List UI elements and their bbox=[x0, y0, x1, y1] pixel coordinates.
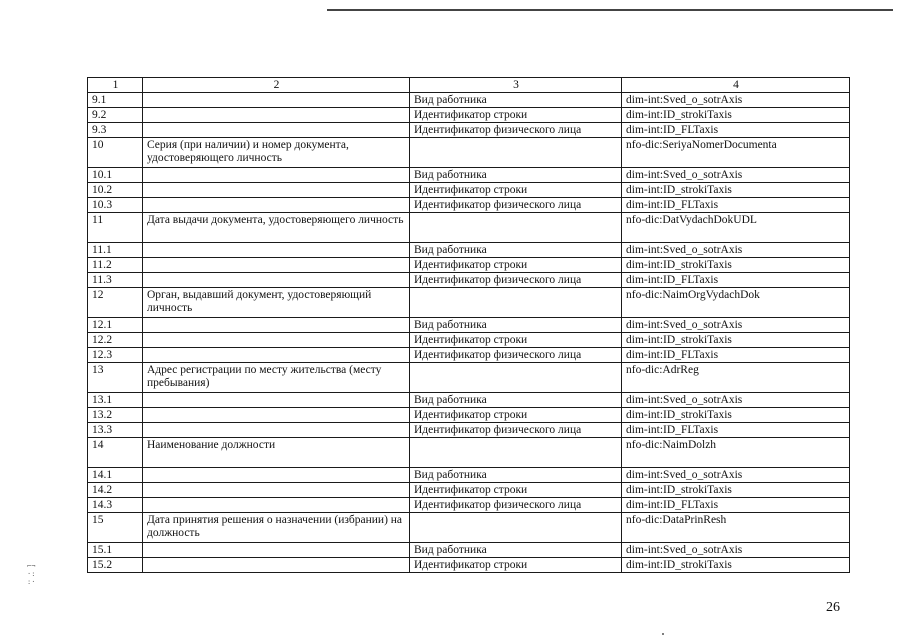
row-dimension bbox=[410, 288, 622, 318]
row-description bbox=[143, 183, 410, 198]
scan-dot bbox=[662, 633, 664, 635]
row-number: 10.1 bbox=[88, 168, 143, 183]
row-dimension: Вид работника bbox=[410, 468, 622, 483]
row-description: Адрес регистрации по месту жительства (месту пребывания) bbox=[143, 363, 410, 393]
row-number: 14.3 bbox=[88, 498, 143, 513]
row-dimension bbox=[410, 138, 622, 168]
row-dimension: Вид работника bbox=[410, 93, 622, 108]
row-number: 15.2 bbox=[88, 558, 143, 573]
table-row bbox=[88, 348, 850, 363]
row-description bbox=[143, 483, 410, 498]
row-dimension: Вид работника bbox=[410, 318, 622, 333]
row-description bbox=[143, 348, 410, 363]
row-description bbox=[143, 123, 410, 138]
row-dimension: Вид работника bbox=[410, 543, 622, 558]
row-element: dim-int:Sved_o_sotrAxis bbox=[622, 243, 850, 258]
table-row bbox=[88, 123, 850, 138]
table-row bbox=[88, 288, 850, 318]
row-number: 15 bbox=[88, 513, 143, 543]
table-row bbox=[88, 318, 850, 333]
table-row bbox=[88, 333, 850, 348]
row-dimension: Идентификатор строки bbox=[410, 258, 622, 273]
row-number: 12.3 bbox=[88, 348, 143, 363]
table-row bbox=[88, 408, 850, 423]
row-number: 13.1 bbox=[88, 393, 143, 408]
row-number: 11.1 bbox=[88, 243, 143, 258]
row-element: dim-int:ID_strokiTaxis bbox=[622, 183, 850, 198]
row-description: Серия (при наличии) и номер документа, удостоверяющего личность bbox=[143, 138, 410, 168]
row-element: dim-int:Sved_o_sotrAxis bbox=[622, 93, 850, 108]
table-row bbox=[88, 93, 850, 108]
row-number: 14.2 bbox=[88, 483, 143, 498]
row-element: dim-int:ID_FLTaxis bbox=[622, 273, 850, 288]
table-row bbox=[88, 363, 850, 393]
row-number: 13.3 bbox=[88, 423, 143, 438]
row-dimension: Идентификатор физического лица bbox=[410, 423, 622, 438]
row-element: dim-int:ID_strokiTaxis bbox=[622, 333, 850, 348]
table-row bbox=[88, 393, 850, 408]
row-element: dim-int:ID_FLTaxis bbox=[622, 498, 850, 513]
row-description bbox=[143, 93, 410, 108]
row-description: Дата принятия решения о назначении (избрании) на должность bbox=[143, 513, 410, 543]
table-row bbox=[88, 273, 850, 288]
row-dimension: Идентификатор строки bbox=[410, 333, 622, 348]
row-dimension: Идентификатор строки bbox=[410, 558, 622, 573]
header-cell-4: 4 bbox=[622, 78, 850, 93]
row-number: 11.2 bbox=[88, 258, 143, 273]
row-number: 10.2 bbox=[88, 183, 143, 198]
taxonomy-table bbox=[87, 77, 850, 573]
row-element: dim-int:ID_strokiTaxis bbox=[622, 108, 850, 123]
row-description bbox=[143, 318, 410, 333]
row-dimension: Идентификатор строки bbox=[410, 183, 622, 198]
table-row bbox=[88, 243, 850, 258]
table-row bbox=[88, 138, 850, 168]
page-number: 26 bbox=[826, 600, 840, 615]
table-body bbox=[88, 93, 850, 573]
row-dimension: Идентификатор строки bbox=[410, 483, 622, 498]
row-description: Наименование должности bbox=[143, 438, 410, 468]
table-row bbox=[88, 543, 850, 558]
header-cell-1: 1 bbox=[88, 78, 143, 93]
row-element: dim-int:ID_FLTaxis bbox=[622, 348, 850, 363]
row-dimension: Вид работника bbox=[410, 243, 622, 258]
row-number: 11 bbox=[88, 213, 143, 243]
row-element: dim-int:Sved_o_sotrAxis bbox=[622, 468, 850, 483]
row-number: 10 bbox=[88, 138, 143, 168]
table-row bbox=[88, 558, 850, 573]
row-element: dim-int:ID_strokiTaxis bbox=[622, 258, 850, 273]
row-dimension bbox=[410, 513, 622, 543]
table-row bbox=[88, 213, 850, 243]
row-element: nfo-dic:NaimDolzh bbox=[622, 438, 850, 468]
row-dimension: Идентификатор строки bbox=[410, 408, 622, 423]
table-row bbox=[88, 438, 850, 468]
row-dimension: Идентификатор физического лица bbox=[410, 123, 622, 138]
row-element: nfo-dic:DatVydachDokUDL bbox=[622, 213, 850, 243]
row-number: 9.1 bbox=[88, 93, 143, 108]
row-number: 13.2 bbox=[88, 408, 143, 423]
row-description bbox=[143, 108, 410, 123]
row-number: 9.2 bbox=[88, 108, 143, 123]
row-description: Орган, выдавший документ, удостоверяющий личность bbox=[143, 288, 410, 318]
row-description bbox=[143, 168, 410, 183]
table-row bbox=[88, 168, 850, 183]
row-number: 9.3 bbox=[88, 123, 143, 138]
row-dimension bbox=[410, 213, 622, 243]
table-row bbox=[88, 198, 850, 213]
row-element: nfo-dic:AdrReg bbox=[622, 363, 850, 393]
row-dimension bbox=[410, 363, 622, 393]
row-element: dim-int:ID_strokiTaxis bbox=[622, 483, 850, 498]
row-element: dim-int:ID_strokiTaxis bbox=[622, 558, 850, 573]
row-number: 14.1 bbox=[88, 468, 143, 483]
row-dimension: Идентификатор физического лица bbox=[410, 273, 622, 288]
row-element: dim-int:ID_FLTaxis bbox=[622, 198, 850, 213]
table-row bbox=[88, 468, 850, 483]
header-cell-2: 2 bbox=[143, 78, 410, 93]
row-element: dim-int:ID_FLTaxis bbox=[622, 423, 850, 438]
row-description bbox=[143, 273, 410, 288]
row-dimension: Вид работника bbox=[410, 393, 622, 408]
table-row bbox=[88, 423, 850, 438]
row-dimension: Идентификатор физического лица bbox=[410, 498, 622, 513]
table-row bbox=[88, 498, 850, 513]
row-number: 13 bbox=[88, 363, 143, 393]
row-number: 12.1 bbox=[88, 318, 143, 333]
row-number: 12 bbox=[88, 288, 143, 318]
row-description bbox=[143, 498, 410, 513]
row-element: dim-int:Sved_o_sotrAxis bbox=[622, 318, 850, 333]
table-row bbox=[88, 258, 850, 273]
header-cell-3: 3 bbox=[410, 78, 622, 93]
row-description bbox=[143, 258, 410, 273]
row-element: dim-int:ID_FLTaxis bbox=[622, 123, 850, 138]
row-number: 11.3 bbox=[88, 273, 143, 288]
row-dimension: Вид работника bbox=[410, 168, 622, 183]
row-number: 15.1 bbox=[88, 543, 143, 558]
row-element: dim-int:ID_strokiTaxis bbox=[622, 408, 850, 423]
row-dimension: Идентификатор строки bbox=[410, 108, 622, 123]
row-element: dim-int:Sved_o_sotrAxis bbox=[622, 543, 850, 558]
top-rule bbox=[327, 9, 893, 11]
row-description bbox=[143, 423, 410, 438]
row-dimension: Идентификатор физического лица bbox=[410, 348, 622, 363]
table-row bbox=[88, 513, 850, 543]
margin-marks: ⌐¬ ·: :· bbox=[27, 562, 36, 586]
row-number: 14 bbox=[88, 438, 143, 468]
header-row bbox=[88, 78, 850, 93]
row-number: 10.3 bbox=[88, 198, 143, 213]
row-description bbox=[143, 393, 410, 408]
row-dimension bbox=[410, 438, 622, 468]
row-element: nfo-dic:SeriyaNomerDocumenta bbox=[622, 138, 850, 168]
row-description bbox=[143, 243, 410, 258]
table-row bbox=[88, 108, 850, 123]
row-description bbox=[143, 408, 410, 423]
row-element: nfo-dic:DataPrinResh bbox=[622, 513, 850, 543]
row-element: dim-int:Sved_o_sotrAxis bbox=[622, 168, 850, 183]
table-row bbox=[88, 483, 850, 498]
row-description bbox=[143, 198, 410, 213]
table-row bbox=[88, 183, 850, 198]
row-dimension: Идентификатор физического лица bbox=[410, 198, 622, 213]
row-description bbox=[143, 543, 410, 558]
row-number: 12.2 bbox=[88, 333, 143, 348]
row-description bbox=[143, 468, 410, 483]
row-description bbox=[143, 558, 410, 573]
row-description bbox=[143, 333, 410, 348]
row-element: nfo-dic:NaimOrgVydachDok bbox=[622, 288, 850, 318]
row-description: Дата выдачи документа, удостоверяющего личность bbox=[143, 213, 410, 243]
row-element: dim-int:Sved_o_sotrAxis bbox=[622, 393, 850, 408]
